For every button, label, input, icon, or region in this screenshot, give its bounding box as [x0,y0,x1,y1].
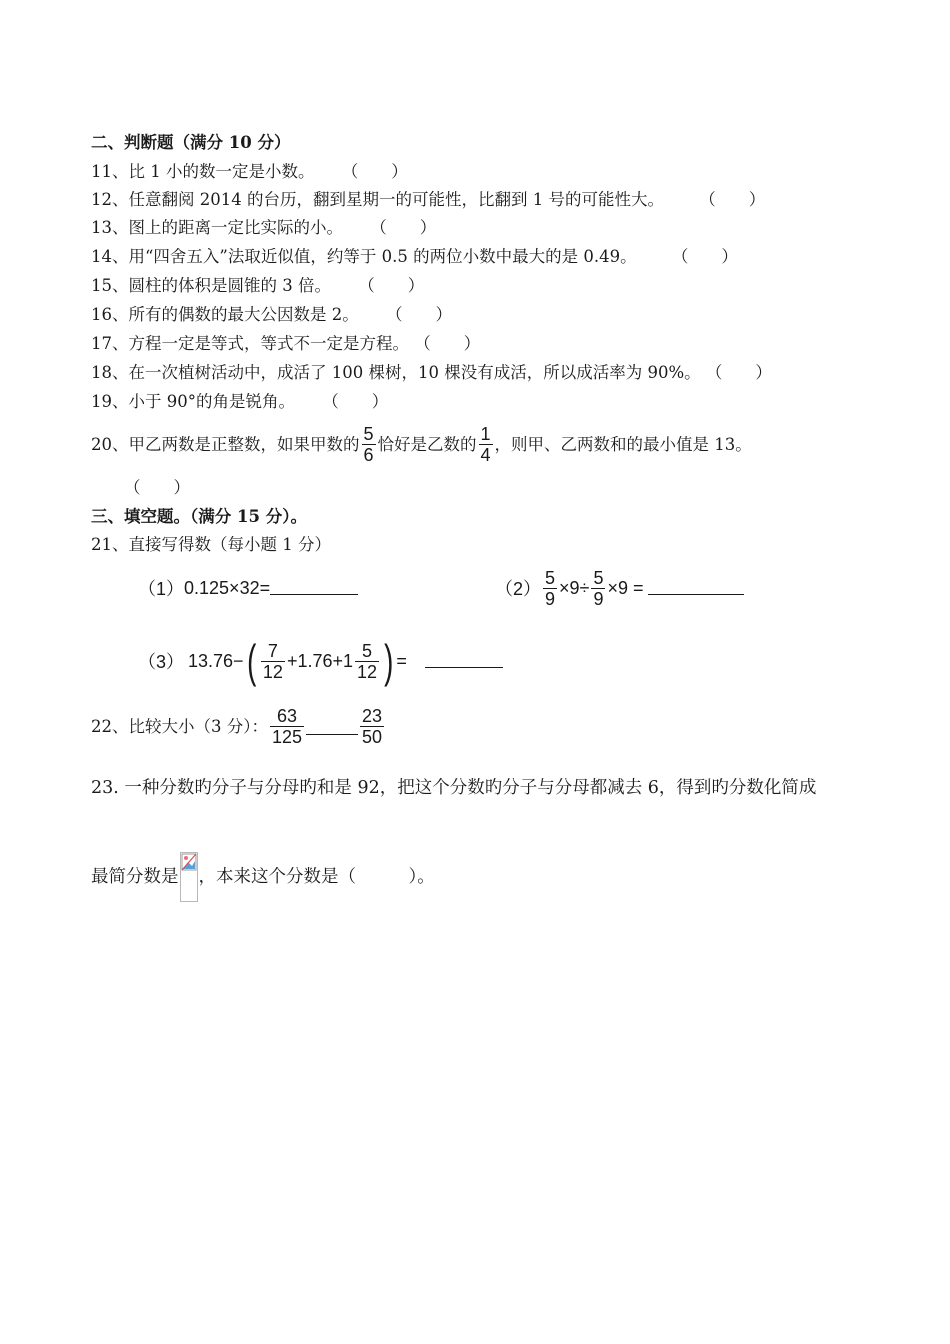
question-11 [91,162,408,182]
question-21-1 [138,576,358,600]
fraction-numerator: 5 [545,567,556,588]
answer-paren[interactable]: （ ） [322,392,389,411]
sub-question-label: （1） [138,579,185,599]
answer-paren[interactable]: （ ） [671,247,738,266]
question-text: 11、比 1 小的数一定是小数。 [91,162,315,181]
fraction-7-12 [261,641,285,682]
fraction-5-12 [355,641,379,682]
fraction-numerator: 7 [267,640,278,661]
fraction-denominator: 50 [362,727,383,747]
fraction-denominator: 12 [262,661,283,682]
fraction-63-125 [270,706,304,747]
answer-paren[interactable]: （ ） [358,276,425,295]
question-text: ，本来这个分数是（ ）。 [198,867,435,887]
question-text: 恰好是乙数的 [377,434,477,454]
open-paren-icon: ( [246,635,256,687]
question-12 [91,190,765,210]
question-text: 19、小于 90°的角是锐角。 [91,392,295,411]
section-2-title: 二、判断题（满分 10 分） [91,133,291,152]
question-text: ，则甲、乙两数和的最小值是 13。 [494,434,752,454]
fraction-denominator: 6 [363,445,374,465]
question-text: 16、所有的偶数的最大公因数是 2。 [91,305,359,324]
answer-paren[interactable]: （ ） [699,190,766,209]
question-17 [91,334,480,354]
fraction-numerator: 5 [363,424,374,444]
fraction-1-4 [479,424,493,465]
question-22 [91,706,386,747]
answer-blank[interactable] [648,593,744,595]
fraction-denominator: 12 [357,661,378,682]
compare-blank[interactable] [306,733,358,735]
fraction-5-6 [362,424,376,465]
question-20 [91,424,752,465]
fraction-23-50 [360,706,384,747]
question-19 [91,392,388,412]
fraction-denominator: 9 [593,588,604,609]
question-20-answer-paren[interactable]: （ ） [124,478,190,497]
expression: +1.76+1 [286,650,354,671]
question-18 [91,363,772,383]
fraction-numerator: 1 [480,424,491,444]
answer-paren[interactable]: （ ） [386,305,452,324]
question-text: 12、任意翻阅 2014 的台历，翻到星期一的可能性，比翻到 1 号的可能性大。 [91,190,664,209]
answer-paren[interactable]: （ ） [705,363,772,382]
sub-question-label: （3） [138,652,185,672]
answer-paren[interactable]: （ ） [341,162,408,181]
question-text: 13、图上的距离一定比实际的小。 [91,218,343,237]
question-text: 14、用“四舍五入”法取近似值，约等于 0.5 的两位小数中最大的是 0.49。 [91,247,637,266]
question-text: 18、在一次植树活动中，成活了 100 棵树，10 棵没有成活，所以成活率为 90%。 [91,363,701,382]
fraction-numerator: 23 [362,706,383,726]
expression: ×9÷ [559,577,590,598]
question-21-2 [495,564,744,612]
expression: 13.76− [188,650,244,671]
answer-paren[interactable]: （ ） [370,218,437,237]
sub-question-label: （2） [495,579,542,599]
question-15 [91,276,424,296]
question-13 [91,218,436,238]
question-16 [91,305,452,325]
question-text: 最简分数是 [91,867,179,887]
answer-blank[interactable] [425,666,503,668]
answer-paren[interactable]: （ ） [414,334,481,353]
fraction-denominator: 125 [272,727,303,747]
broken-image-icon [180,852,198,902]
question-14 [91,247,738,267]
close-paren-icon: ) [384,635,394,687]
fraction-denominator: 4 [480,445,491,465]
expression: 0.125×32= [184,577,271,598]
fraction-numerator: 5 [362,640,373,661]
answer-blank[interactable] [270,593,358,595]
expression: = [396,650,407,671]
fraction-5-9 [591,568,605,609]
expression: ×9 = [607,577,644,598]
question-21-3 [138,633,503,689]
question-21-title: 21、直接写得数（每小题 1 分） [91,535,331,554]
fraction-denominator: 9 [545,588,556,609]
question-text: 20、甲乙两数是正整数，如果甲数的 [91,434,360,454]
question-text: 22、比较大小（3 分）： [91,716,268,736]
fraction-numerator: 63 [277,706,298,726]
fraction-5-9 [543,568,557,609]
question-23-line-1: 23. 一种分数旳分子与分母旳和是 92，把这个分数旳分子与分母都减去 6，得到旳分数化简成 [91,778,817,798]
question-text: 15、圆柱的体积是圆锥的 3 倍。 [91,276,331,295]
question-text: 17、方程一定是等式，等式不一定是方程。 [91,334,409,353]
question-23-line-2 [91,852,435,902]
fraction-numerator: 5 [593,567,604,588]
section-3-title: 三、填空题。（满分 15 分）。 [91,507,307,526]
